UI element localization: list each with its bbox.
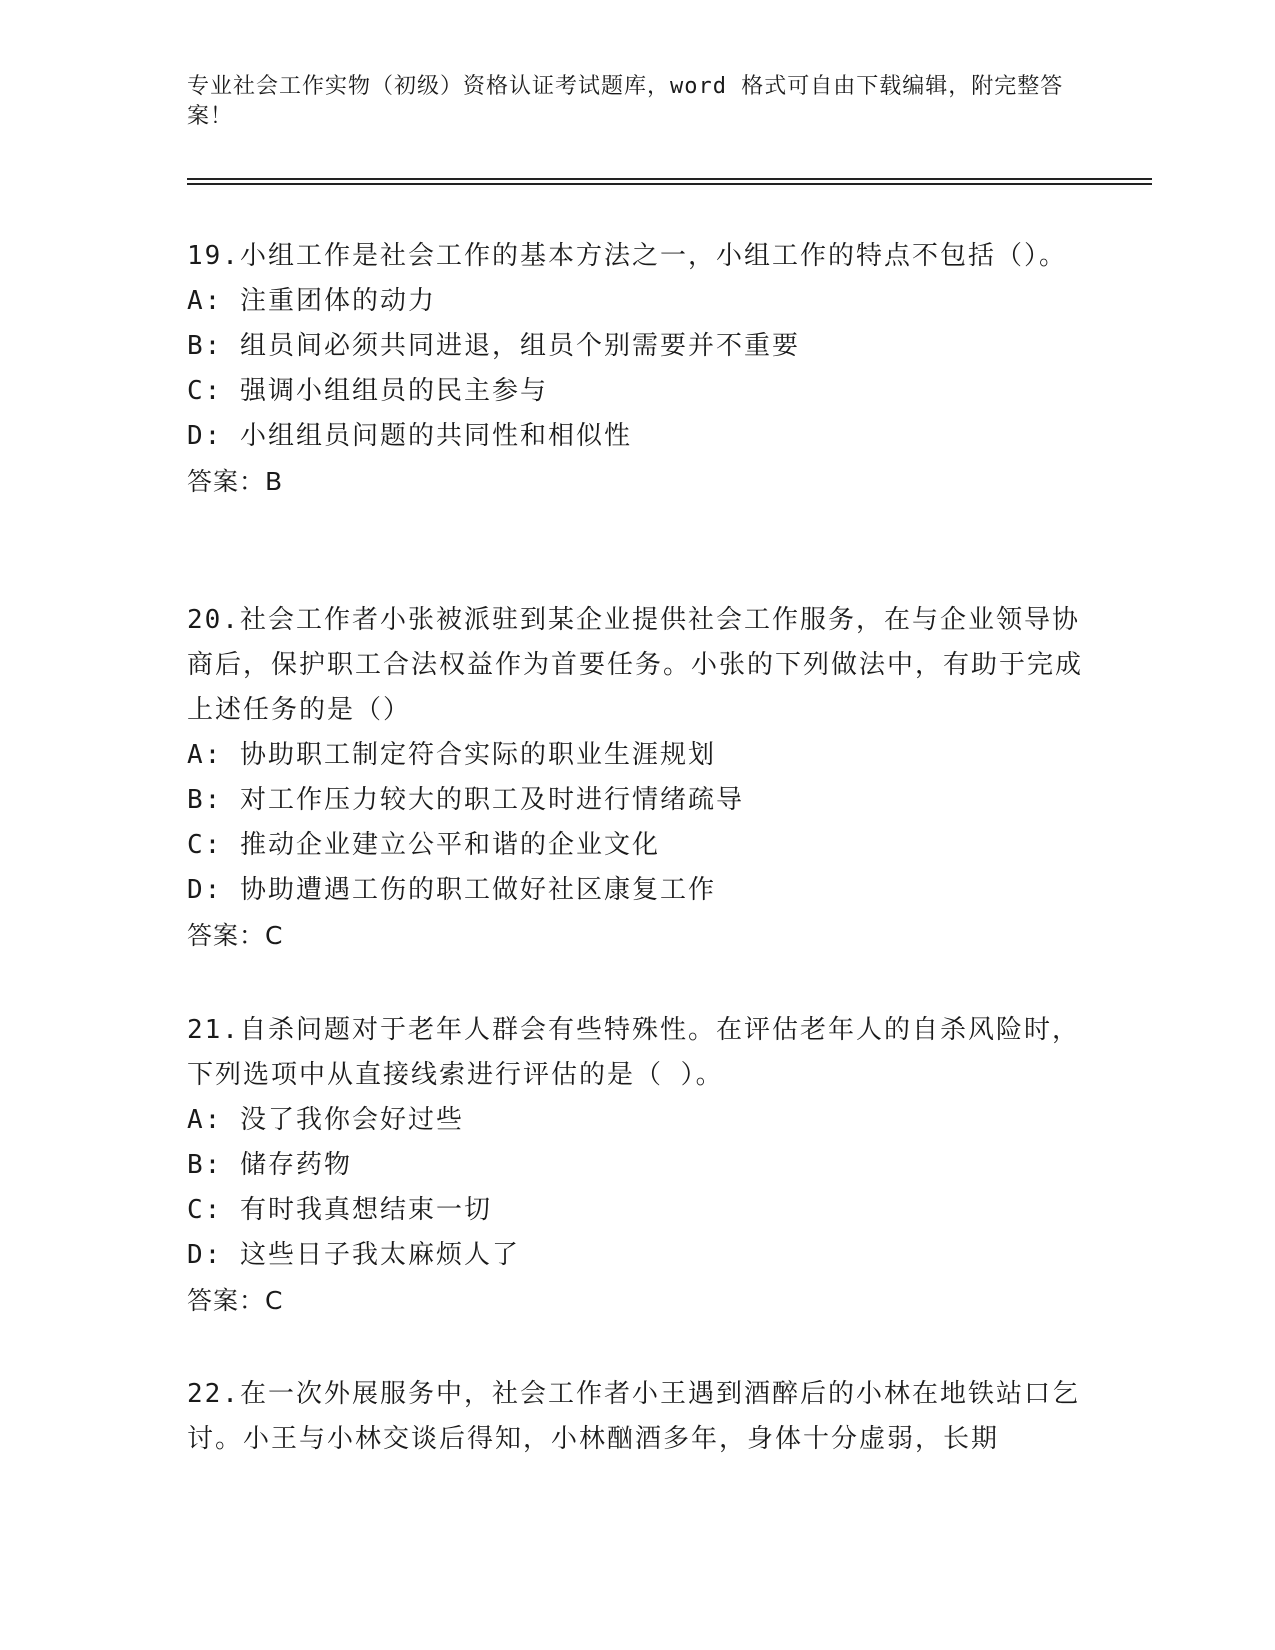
option-c: C: 强调小组组员的民主参与 [187, 376, 548, 406]
option-c: C: 有时我真想结束一切 [187, 1195, 492, 1225]
option-a: A: 协助职工制定符合实际的职业生涯规划 [187, 740, 716, 770]
option-c: C: 推动企业建立公平和谐的企业文化 [187, 830, 660, 860]
option-a: A: 注重团体的动力 [187, 286, 436, 316]
option-d: D: 这些日子我太麻烦人了 [187, 1240, 520, 1270]
option-d: D: 小组组员问题的共同性和相似性 [187, 421, 632, 451]
option-b: B: 储存药物 [187, 1150, 352, 1180]
question-text: 21.自杀问题对于老年人群会有些特殊性。在评估老年人的自杀风险时，下列选项中从直接线索进行评估的是（ ）。 [187, 1015, 1080, 1090]
header-divider-bottom [187, 183, 1152, 185]
option-b: B: 对工作压力较大的职工及时进行情绪疏导 [187, 785, 744, 815]
question-text: 20.社会工作者小张被派驻到某企业提供社会工作服务，在与企业领导协商后，保护职工合法权益作为首要任务。小张的下列做法中，有助于完成上述任务的是（） [187, 605, 1084, 725]
document-header: 专业社会工作实物（初级）资格认证考试题库，word 格式可自由下载编辑，附完整答案！ [187, 74, 1064, 129]
header-divider-top [187, 178, 1152, 180]
option-d: D: 协助遭遇工伤的职工做好社区康复工作 [187, 875, 716, 905]
question-20 [187, 598, 1087, 958]
answer-line: 答案：C [187, 1286, 284, 1315]
question-text: 22.在一次外展服务中，社会工作者小王遇到酒醉后的小林在地铁站口乞讨。小王与小林交谈后得知，小林酗酒多年，身体十分虚弱，长期 [187, 1379, 1080, 1454]
question-21 [187, 1008, 1087, 1323]
option-a: A: 没了我你会好过些 [187, 1105, 464, 1135]
question-text: 19.小组工作是社会工作的基本方法之一，小组工作的特点不包括（）。 [187, 241, 1067, 271]
question-22 [187, 1372, 1087, 1462]
answer-line: 答案：B [187, 467, 284, 496]
answer-line: 答案：C [187, 921, 284, 950]
option-b: B: 组员间必须共同进退，组员个别需要并不重要 [187, 331, 800, 361]
question-19 [187, 234, 1087, 504]
